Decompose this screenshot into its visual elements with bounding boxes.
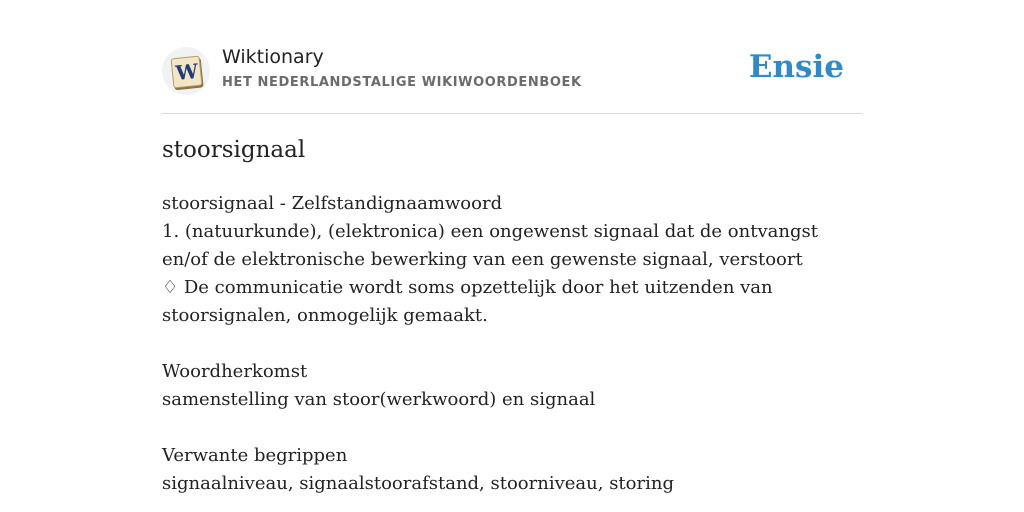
definition: 1. (natuurkunde), (elektronica) een ongewenst signaal dat de ontvangst en/of de elektronische bewerking van een gewenste signaal, verstoort xyxy=(162,221,818,270)
ensie-brand-link[interactable]: Ensie xyxy=(748,49,844,85)
word-type-line: stoorsignaal - Zelfstandignaamwoord xyxy=(162,193,503,214)
logo-tile xyxy=(171,56,203,89)
header-divider xyxy=(162,113,862,114)
related-terms: signaalniveau, signaalstoorafstand, stoorniveau, storing xyxy=(162,473,674,494)
etymology-text: samenstelling van stoor(werkwoord) en signaal xyxy=(162,389,596,410)
spacer xyxy=(162,414,862,442)
related-heading: Verwante begrippen xyxy=(162,445,348,466)
site-subtitle: HET NEDERLANDSTALIGE WIKIWOORDENBOEK xyxy=(222,75,582,90)
etymology-heading: Woordherkomst xyxy=(162,361,308,382)
entry-content xyxy=(162,190,862,498)
spacer xyxy=(162,330,862,358)
page-title: stoorsignaal xyxy=(162,137,306,163)
header xyxy=(162,45,862,95)
site-title[interactable]: Wiktionary xyxy=(222,46,324,68)
wiktionary-logo-icon[interactable] xyxy=(162,47,210,95)
example-sentence: ♢ De communicatie wordt soms opzettelijk door het uitzenden van stoorsignalen, onmogelijk gemaakt. xyxy=(162,277,773,326)
logo-letter: W xyxy=(174,58,200,86)
